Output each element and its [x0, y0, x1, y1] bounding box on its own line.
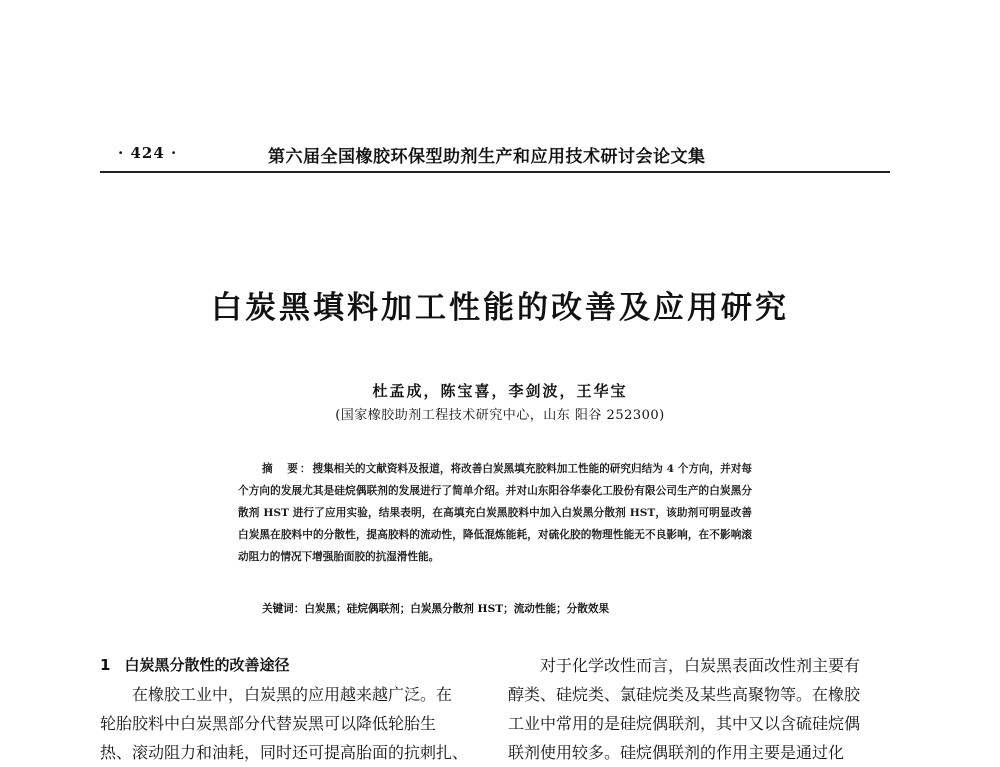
- abstract-text: 搜集相关的文献资料及报道，将改善白炭黑填充胶料加工性能的研究归结为 4 个方向，并对每个方向的发展尤其是硅烷偶联剂的发展进行了简单介绍。并对山东阳谷华泰化工股份有限公司生产的白炭黑分散剂 HST 进行了应用实验，结果表明，在高填充白炭黑胶料中加入白炭黑分散剂 HST，该助剂可明显改善白炭黑在胶料中的分散性，提高胶料的流动性，降低混炼能耗，对硫化胶的物理性能无不良影响，在不影响滚动阻力的情况下增强胎面胶的抗湿滑性能。: [238, 463, 753, 563]
- section-title: 白炭黑分散性的改善途径: [124, 656, 290, 674]
- keywords: [262, 601, 752, 616]
- page-number: · 424 ·: [118, 144, 178, 162]
- paragraph-line: 联剂使用较多。硅烷偶联剂的作用主要是通过化: [508, 743, 845, 762]
- body-column-left: [100, 651, 485, 767]
- abstract-label: 摘 要：: [262, 463, 313, 475]
- paragraph-line: 轮胎胶料中白炭黑部分代替炭黑可以降低轮胎生: [100, 714, 437, 733]
- paragraph-line: 工业中常用的是硅烷偶联剂，其中又以含硫硅烷偶: [508, 714, 861, 733]
- paragraph-line: 热、滚动阻力和油耗，同时还可提高胎面的抗刺扎、: [100, 743, 469, 762]
- paragraph-line: 对于化学改性而言，白炭黑表面改性剂主要有: [540, 656, 861, 675]
- section-heading: [100, 651, 485, 680]
- proceedings-title: 第六届全国橡胶环保型助剂生产和应用技术研讨会论文集: [268, 147, 706, 167]
- abstract: [238, 458, 752, 568]
- section-number: 1: [100, 656, 111, 674]
- paragraph-line: 醇类、硅烷类、氯硅烷类及某些高聚物等。在橡胶: [508, 685, 861, 704]
- author-list: 杜孟成，陈宝喜，李剑波，王华宝: [372, 382, 628, 400]
- affiliation: (国家橡胶助剂工程技术研究中心，山东 阳谷 252300): [335, 408, 665, 423]
- paragraph-line: 在橡胶工业中，白炭黑的应用越来越广泛。在: [132, 685, 453, 704]
- body-column-right: [508, 651, 893, 767]
- keywords-text: 白炭黑；硅烷偶联剂；白炭黑分散剂 HST；流动性能；分散效果: [304, 603, 610, 615]
- running-header: [100, 140, 890, 168]
- header-divider: [100, 171, 890, 173]
- paper-title: 白炭黑填料加工性能的改善及应用研究: [211, 290, 789, 326]
- keywords-label: 关键词：: [262, 603, 305, 615]
